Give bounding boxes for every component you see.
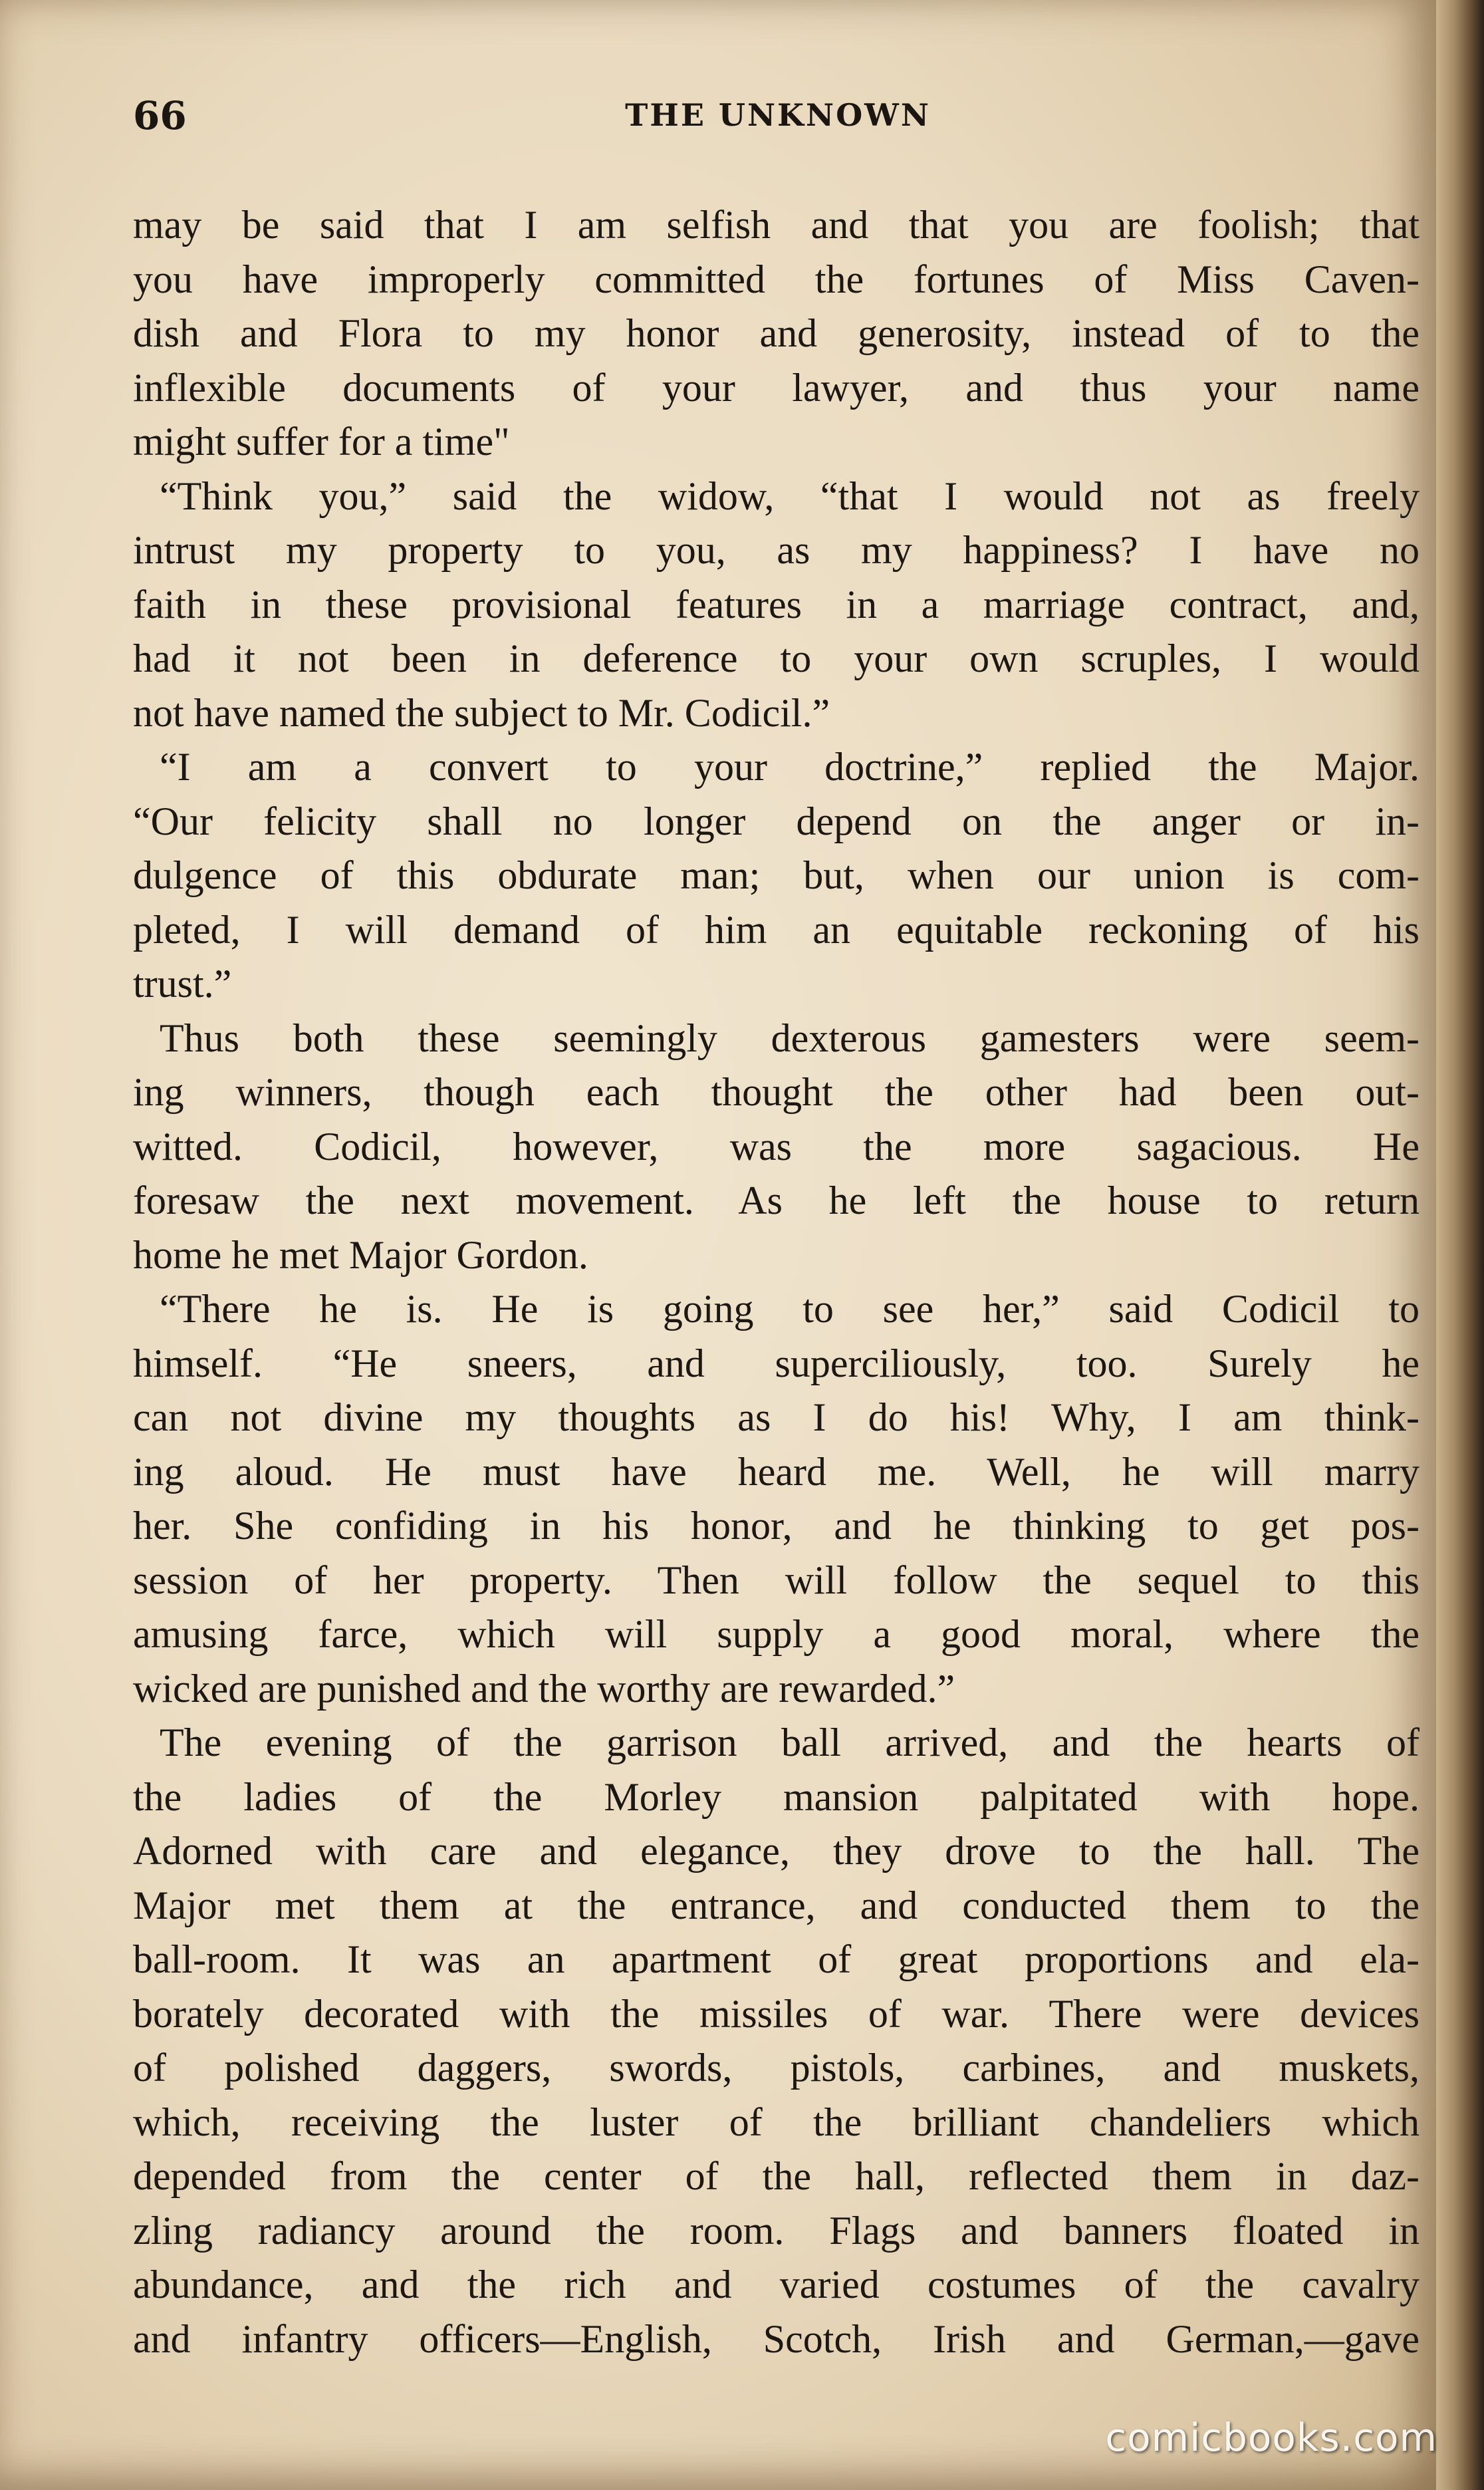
text-line: dish and Flora to my honor and generosity, instead of to the (133, 311, 1420, 355)
text-line: session of her property. Then will follow the sequel to this (133, 1558, 1420, 1602)
text-line: depended from the center of the hall, reflected them in daz- (133, 2154, 1420, 2198)
text-line: not have named the subject to Mr. Codicil.” (133, 690, 830, 735)
text-line: ing aloud. He must have heard me. Well, he will marry (133, 1449, 1420, 1494)
text-line: her. She confiding in his honor, and he thinking to get pos- (133, 1504, 1420, 1548)
text-line: “Think you,” said the widow, “that I would not as freely (160, 474, 1420, 518)
text-line: Adorned with care and elegance, they drove to the hall. The (133, 1829, 1420, 1873)
text-line: of polished daggers, swords, pistols, carbines, and muskets, (133, 2046, 1420, 2090)
page-edge-shadow (1436, 0, 1484, 2490)
text-line: the ladies of the Morley mansion palpitated with hope. (133, 1774, 1420, 1819)
text-line: The evening of the garrison ball arrived, and the hearts of (160, 1721, 1420, 1764)
text-line: and infantry officers—English, Scotch, Irish and German,—gave (133, 2316, 1420, 2361)
page-number: 66 (133, 93, 187, 138)
watermark: comicbooks.com (1105, 2415, 1437, 2460)
text-line: trust.” (133, 962, 232, 1006)
text-line: might suffer for a time" (133, 420, 510, 464)
text-line: can not divine my thoughts as I do his! Why, I am think- (133, 1395, 1420, 1439)
text-line: Major met them at the entrance, and conducted them to the (133, 1883, 1420, 1927)
text-line: ball-room. It was an apartment of great proportions and ela- (133, 1937, 1420, 1981)
text-line: you have improperly committed the fortunes of Miss Caven- (133, 257, 1420, 301)
text-line: wicked are punished and the worthy are rewarded.” (133, 1666, 955, 1711)
text-line: home he met Major Gordon. (133, 1232, 588, 1277)
running-title: THE UNKNOWN (625, 97, 931, 133)
text-line: zling radiancy around the room. Flags and banners floated in (133, 2208, 1420, 2253)
text-line: intrust my property to you, as my happiness? I have no (133, 528, 1420, 572)
text-line: witted. Codicil, however, was the more sagacious. He (133, 1124, 1420, 1169)
text-line: may be said that I am selfish and that you are foolish; that (133, 203, 1420, 247)
text-line: which, receiving the luster of the brilliant chandeliers which (133, 2100, 1420, 2144)
text-line: amusing farce, which will supply a good moral, where the (133, 1612, 1420, 1656)
body-text (133, 198, 1420, 2366)
text-line: “I am a convert to your doctrine,” replied the Major. (160, 745, 1420, 789)
text-line: abundance, and the rich and varied costumes of the cavalry (133, 2263, 1420, 2306)
text-line: borately decorated with the missiles of war. There were devices (133, 1991, 1420, 2036)
text-line: pleted, I will demand of him an equitable reckoning of his (133, 907, 1420, 952)
text-line: dulgence of this obdurate man; but, when our union is com- (133, 853, 1420, 897)
text-line: foresaw the next movement. As he left the house to return (133, 1178, 1420, 1222)
running-head (133, 93, 1423, 146)
text-line: inflexible documents of your lawyer, and thus your name (133, 365, 1420, 410)
text-line: himself. “He sneers, and superciliously, too. Surely he (133, 1341, 1420, 1385)
text-line: Thus both these seemingly dexterous gamesters were seem- (160, 1016, 1420, 1060)
text-line: had it not been in deference to your own scruples, I would (133, 636, 1420, 680)
text-line: “There he is. He is going to see her,” said Codicil to (160, 1287, 1420, 1331)
text-line: “Our felicity shall no longer depend on the anger or in- (133, 799, 1420, 843)
text-line: ing winners, though each thought the other had been out- (133, 1070, 1420, 1114)
text-line: faith in these provisional features in a marriage contract, and, (133, 582, 1420, 626)
